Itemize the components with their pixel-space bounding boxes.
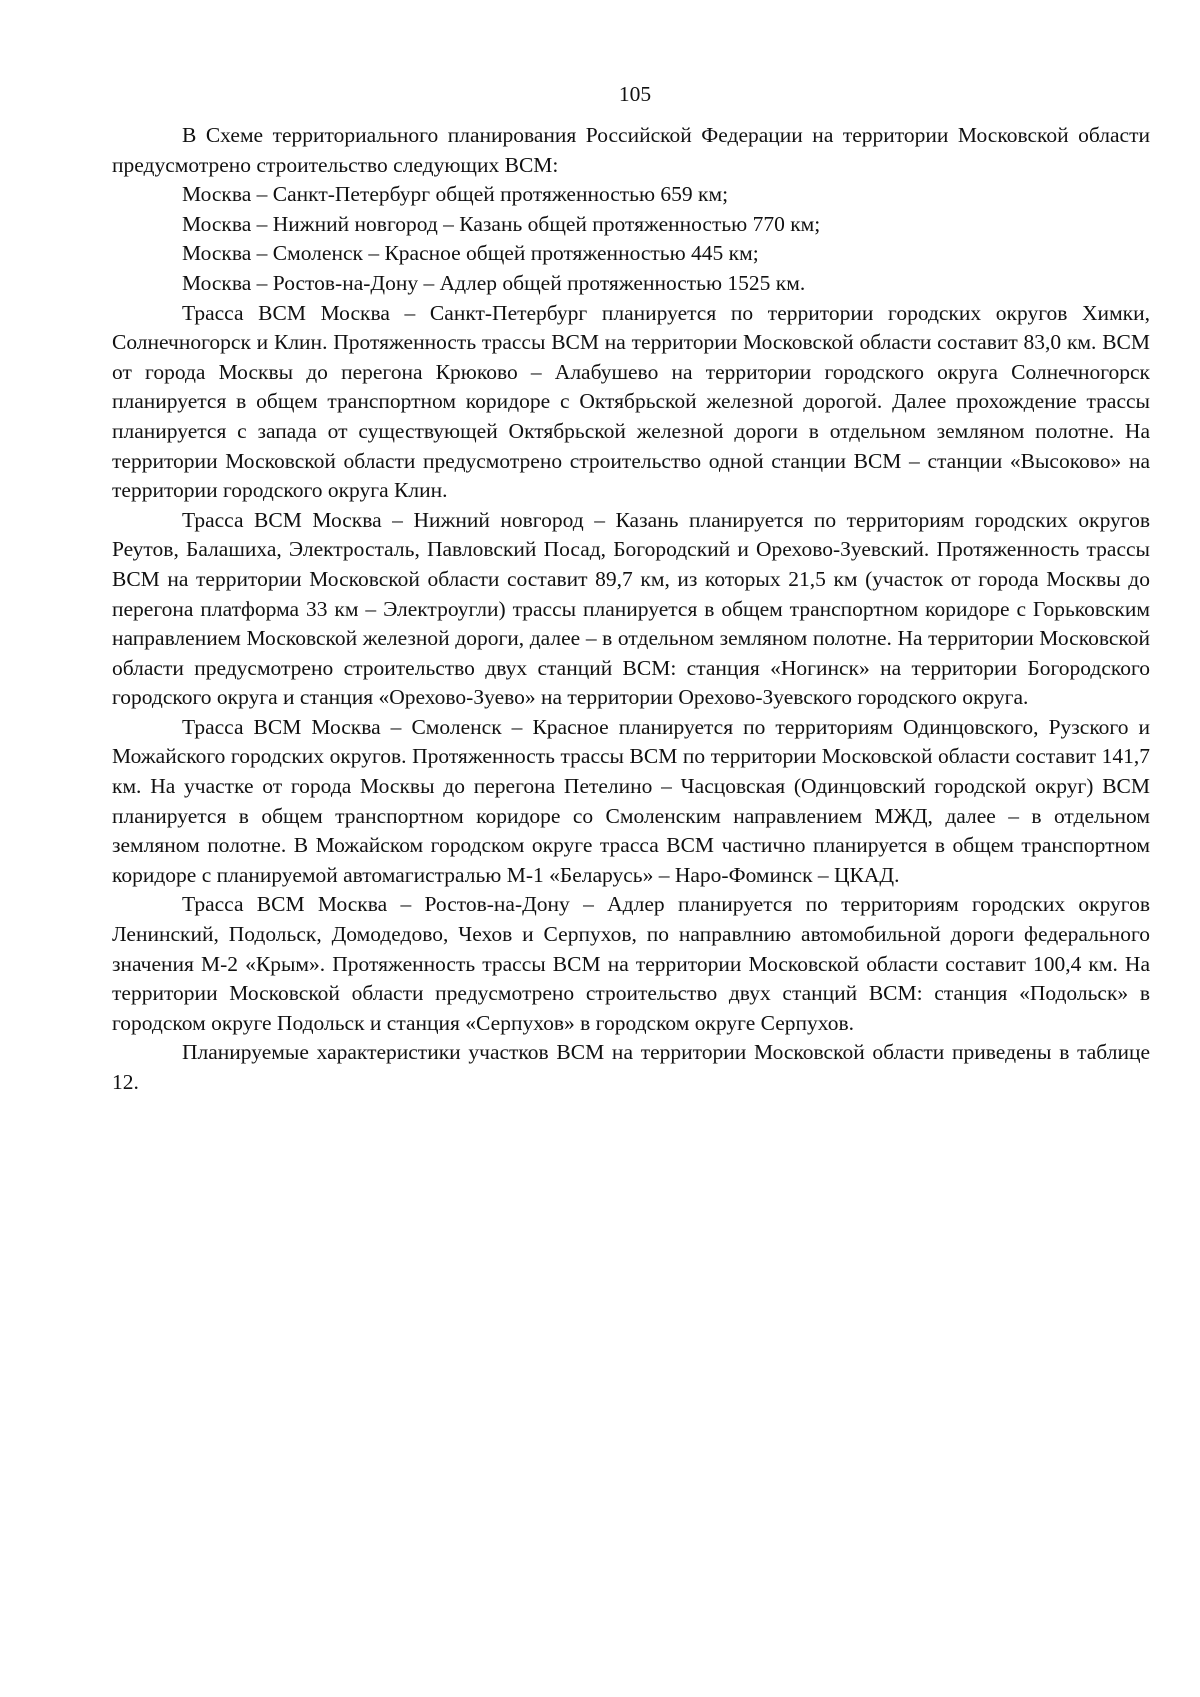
paragraph-table-reference: Планируемые характеристики участков ВСМ на территории Московской области приведены в таблице 12.	[112, 1040, 1150, 1094]
paragraph-kazan-route: Трасса ВСМ Москва – Нижний новгород – Казань планируется по территориям городских округов Реутов, Балашиха, Электросталь, Павловский Посад, Богородский и Орехово-Зуевский. Протяженность трассы ВСМ на территории Московской области составит 89,7 км, из которых 21,5 км (участок от города Москвы до перегона платформа 33 км – Электроугли) трассы планируется в общем транспортном коридоре с Горьковским направлением Московской железной дороги, далее – в отдельном земляном полотне. На территории Московской области предусмотрено строительство двух станций ВСМ: станция «Ногинск» на территории Богородского городского округа и станция «Орехово-Зуево» на территории Орехово-Зуевского городского округа.	[112, 507, 1150, 710]
document-body	[112, 121, 1150, 1098]
paragraph-adler-route: Трасса ВСМ Москва – Ростов-на-Дону – Адлер планируется по территориям городских округов Ленинский, Подольск, Домодедово, Чехов и Серпухов, по направлнию автомобильной дороги федерального значения М-2 «Крым». Протяженность трассы ВСМ на территории Московской области составит 100,4 км. На территории Московской области предусмотрено строительство двух станций ВСМ: станция «Подольск» в городском округе Подольск и станция «Серпухов» в городском округе Серпухов.	[112, 892, 1150, 1035]
page-number: 105	[618, 82, 652, 106]
route-item-2: Москва – Нижний новгород – Казань общей протяженностью 770 км;	[182, 211, 821, 236]
route-item-3: Москва – Смоленск – Красное общей протяженностью 445 км;	[182, 241, 759, 266]
intro-paragraph: В Схеме территориального планирования Российской Федерации на территории Московской области предусмотрено строительство следующих ВСМ:	[112, 123, 1150, 177]
route-item-4: Москва – Ростов-на-Дону – Адлер общей протяженностью 1525 км.	[182, 270, 806, 295]
paragraph-smolensk-route: Трасса ВСМ Москва – Смоленск – Красное планируется по территориям Одинцовского, Рузского и Можайского городских округов. Протяженность трассы ВСМ по территории Московской области составит 141,7 км. На участке от города Москвы до перегона Петелино – Часцовская (Одинцовский городской округ) ВСМ планируется в общем транспортном коридоре со Смоленским направлением МЖД, далее – в отдельном земляном полотне. В Можайском городском округе трасса ВСМ частично планируется в общем транспортном коридоре с планируемой автомагистралью М-1 «Беларусь» – Наро-Фоминск – ЦКАД.	[112, 714, 1150, 887]
paragraph-spb-route: Трасса ВСМ Москва – Санкт-Петербург планируется по территории городских округов Химки, Солнечногорск и Клин. Протяженность трассы ВСМ на территории Московской области составит 83,0 км. ВСМ от города Москвы до перегона Крюково – Алабушево на территории городского округа Солнечногорск планируется в общем транспортном коридоре с Октябрьской железной дорогой. Далее прохождение трассы планируется с запада от существующей Октябрьской железной дороги в отдельном земляном полотне. На территории Московской области предусмотрено строительство одной станции ВСМ – станции «Высоково» на территории городского округа Клин.	[112, 300, 1150, 503]
route-item-1: Москва – Санкт-Петербург общей протяженностью 659 км;	[182, 182, 729, 207]
